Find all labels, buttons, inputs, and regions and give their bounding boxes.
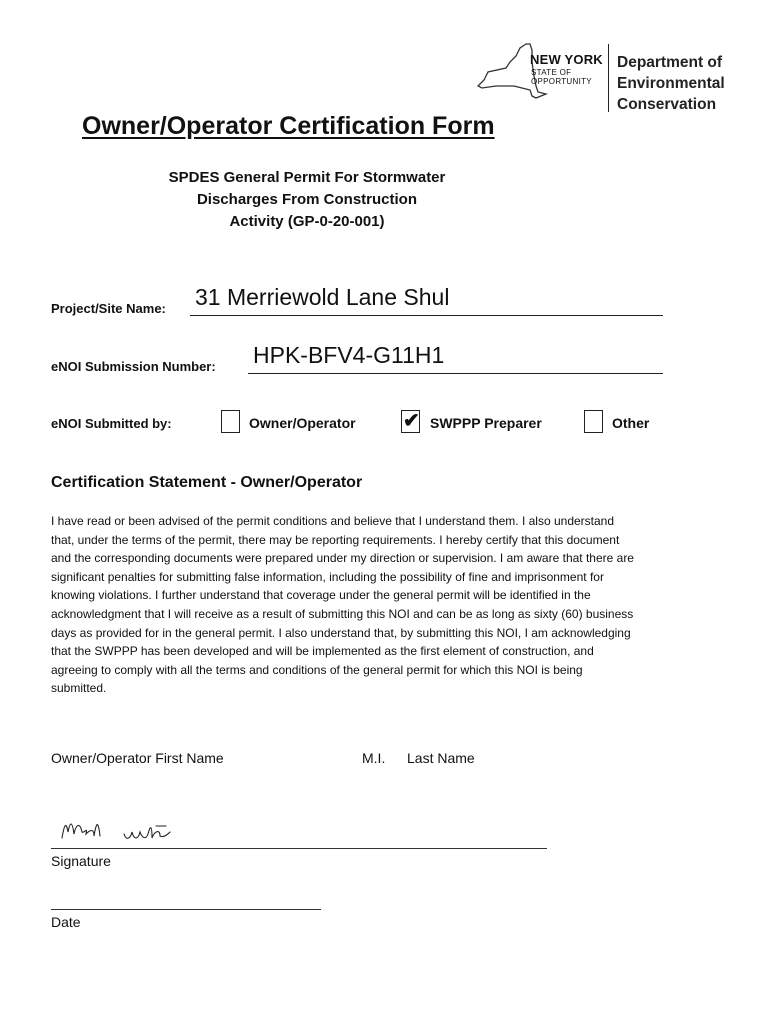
statement-line: days as provided for in the general permit. I also understand that, by submitting this NOI, I am acknowledging	[51, 625, 631, 640]
form-subtitle	[120, 167, 494, 233]
handwritten-signature	[56, 812, 186, 848]
statement-line: I have read or been advised of the permit conditions and believe that I understand them. I also understand	[51, 514, 615, 528]
last-name-label: Last Name	[407, 750, 475, 766]
statement-line: that the SWPPP has been developed and will be implemented as the first element of construction, and	[51, 644, 594, 659]
first-name-label: Owner/Operator First Name	[51, 750, 224, 766]
certification-statement	[51, 512, 731, 698]
statement-line: acknowledgment that I will receive as a result of submitting this NOI and can be as long as sixty (60) business	[51, 606, 634, 621]
checkmark-icon: ✔	[403, 410, 420, 432]
option-other-label: Other	[612, 415, 650, 431]
department-name	[617, 52, 725, 115]
statement-line: agreeing to comply with all the terms and conditions of the general permit for which this NOI is being	[51, 662, 583, 677]
project-site-name-label: Project/Site Name:	[51, 301, 166, 316]
subtitle-line-2: Discharges From Construction	[196, 191, 418, 208]
project-site-name-line	[190, 315, 663, 316]
date-label: Date	[51, 914, 81, 930]
checkbox-owner-operator[interactable]	[221, 410, 240, 433]
enoi-number-line	[248, 373, 663, 374]
option-swppp-preparer-label: SWPPP Preparer	[430, 415, 542, 431]
logo-divider	[608, 44, 609, 112]
signature-line	[51, 848, 547, 849]
statement-line: and the corresponding documents were prepared under my direction or supervision. I am aware that there are	[51, 551, 634, 566]
signature-label: Signature	[51, 853, 111, 869]
checkbox-other[interactable]	[584, 410, 603, 433]
statement-line: that, under the terms of the permit, there may be reporting requirements. I hereby certify that this document	[51, 532, 620, 547]
submitted-by-label: eNOI Submitted by:	[51, 416, 172, 431]
project-site-name-value[interactable]: 31 Merriewold Lane Shul	[195, 284, 450, 310]
enoi-number-label: eNOI Submission Number:	[51, 359, 216, 374]
certification-heading: Certification Statement - Owner/Operator	[51, 474, 363, 491]
logo-tagline-2: OPPORTUNITY	[531, 77, 592, 86]
logo-tagline-1: STATE OF	[531, 68, 572, 77]
statement-line: submitted.	[51, 681, 107, 696]
checkbox-swppp-preparer[interactable]	[401, 410, 420, 433]
department-line-3: Conservation	[617, 96, 717, 113]
statement-line: knowing violations. I further understand that coverage under the general permit will be identified in the	[51, 588, 591, 603]
middle-initial-label: M.I.	[362, 750, 386, 766]
subtitle-line-3: Activity (GP-0-20-001)	[229, 213, 385, 230]
enoi-number-value[interactable]: HPK-BFV4-G11H1	[253, 342, 445, 368]
statement-line: significant penalties for submitting false information, including the possibility of fine and imprisonment for	[51, 569, 604, 584]
date-line	[51, 909, 321, 910]
logo-state-name: NEW YORK	[530, 52, 603, 67]
subtitle-line-1: SPDES General Permit For Stormwater	[168, 169, 446, 186]
department-line-1: Department of	[617, 54, 723, 71]
department-line-2: Environmental	[617, 75, 725, 92]
option-owner-operator-label: Owner/Operator	[249, 415, 356, 431]
form-title: Owner/Operator Certification Form	[82, 112, 495, 140]
